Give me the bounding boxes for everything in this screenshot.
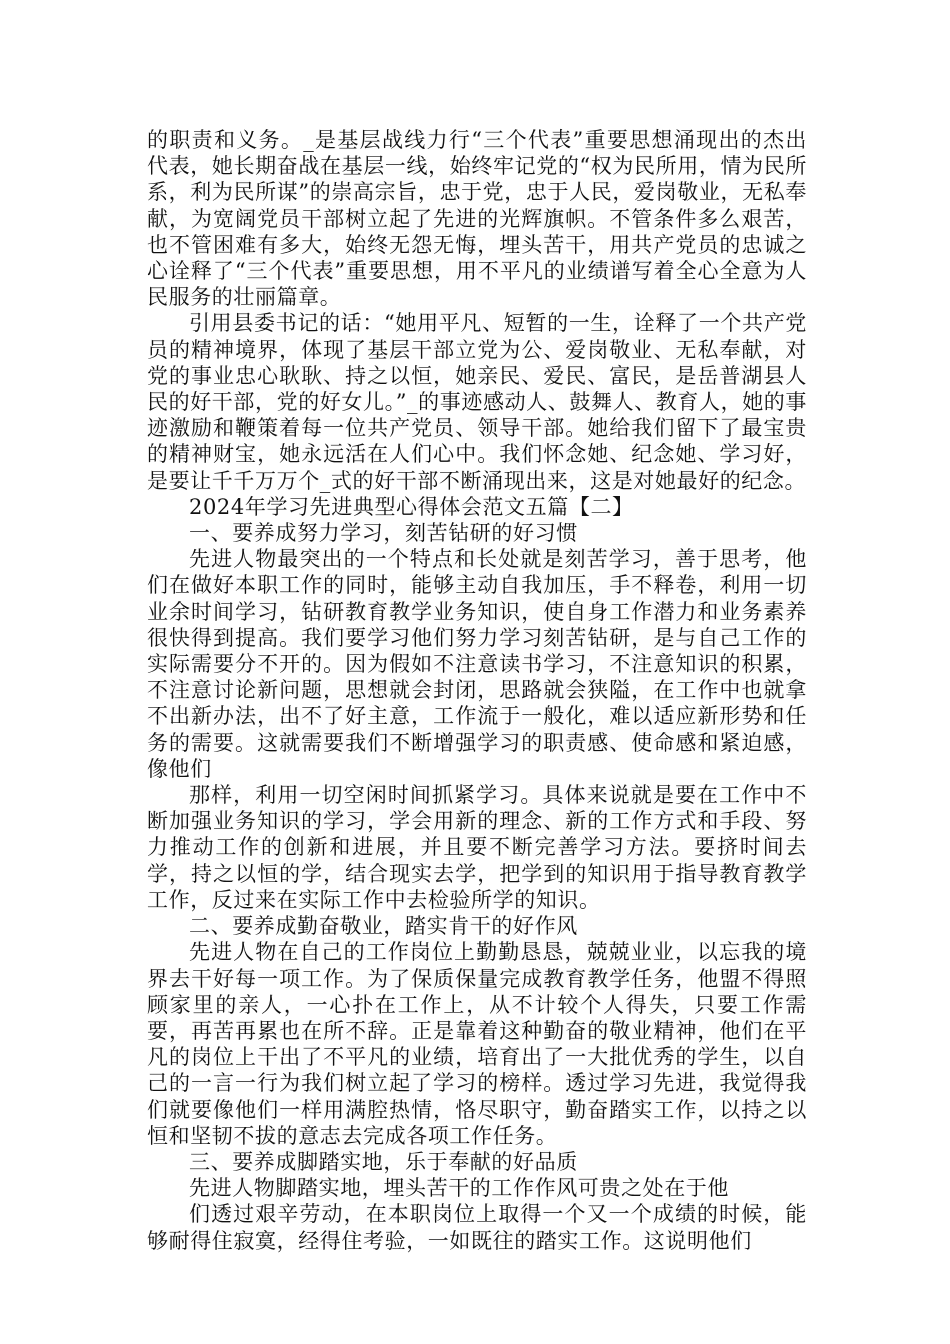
paragraph-dedication: 先进人物脚踏实地，埋头苦干的工作作风可贵之处在于他 bbox=[189, 1176, 729, 1201]
paragraph-quote: 引用县委书记的话：“她用平凡、短暂的一生，诠释了一个共产党员的精神境界，体现了基层干部立党为公、爱岗敬业、无私奉献，对党的事业忠心耿耿、持之以恒，她亲民、爱民、富民，是岳普湖县人民的好干部，党的好女儿。”_的事迹感动人、鼓舞人、教育人，她的事迹激励和鞭策着每一位共产党员、领导干部。她给我们留下了最宝贵的精神财宝，她永远活在人们心中。我们怀念她、纪念她、学习好，是要让千千万万个_式的好干部不断涌现出来，这是对她最好的纪念。 bbox=[147, 311, 807, 493]
heading-two: 二、要养成勤奋敬业，踏实肯干的好作风 bbox=[189, 914, 578, 939]
paragraph-study: 先进人物最突出的一个特点和长处就是刻苦学习，善于思考，他们在做好本职工作的同时，能够主动自我加压，手不释卷，利用一切业余时间学习，钻研教育教学业务知识，使自身工作潜力和业务素养很快得到提高。我们要学习他们努力学习刻苦钻研，是与自己工作的实际需要分不开的。因为假如不注意读书学习，不注意知识的积累，不注意讨论新问题，思想就会封闭，思路就会狭隘，在工作中也就拿不出新办法，出不了好主意，工作流于一般化，难以适应新形势和任务的需要。这就需要我们不断增强学习的职责感、使命感和紧迫感，像他们 bbox=[147, 547, 807, 781]
paragraph-dedication-continued: 们透过艰辛劳动，在本职岗位上取得一个又一个成绩的时候，能够耐得住寂寞，经得住考验，一如既往的踏实工作。这说明他们 bbox=[147, 1202, 807, 1253]
document-body bbox=[147, 127, 807, 1254]
paragraph-continuation: 的职责和义务。_是基层战线力行“三个代表”重要思想涌现出的杰出代表，她长期奋战在基层一线，始终牢记党的“权为民所用，情为民所系，利为民所谋”的崇高宗旨，忠于党，忠于人民，爱岗敬业，无私奉献，为宽阔党员干部树立起了先进的光辉旗帜。不管条件多么艰苦，也不管困难有多大，始终无怨无悔，埋头苦干，用共产党员的忠诚之心诠释了“三个代表”重要思想，用不平凡的业绩谱写着全心全意为人民服务的壮丽篇章。 bbox=[147, 128, 807, 310]
section-title: 2024年学习先进典型心得体会范文五篇【二】 bbox=[189, 494, 634, 519]
paragraph-diligence: 先进人物在自己的工作岗位上勤勤恳恳，兢兢业业，以忘我的境界去干好每一项工作。为了保质保量完成教育教学任务，他盟不得照顾家里的亲人，一心扑在工作上，从不计较个人得失，只要工作需要，再苦再累也在所不辞。正是靠着这种勤奋的敬业精神，他们在平凡的岗位上干出了不平凡的业绩，培育出了一大批优秀的学生，以自己的一言一行为我们树立起了学习的榜样。透过学习先进，我觉得我们就要像他们一样用满腔热情，恪尽职守，勤奋踏实工作，以持之以恒和坚韧不拔的意志去完成各项工作任务。 bbox=[147, 940, 807, 1148]
heading-one: 一、要养成努力学习，刻苦钻研的好习惯 bbox=[189, 521, 578, 546]
heading-three: 三、要养成脚踏实地，乐于奉献的好品质 bbox=[189, 1149, 578, 1174]
paragraph-study-continued: 那样，利用一切空闲时间抓紧学习。具体来说就是要在工作中不断加强业务知识的学习，学会用新的理念、新的工作方式和手段、努力推动工作的创新和进展，并且要不断完善学习方法。要挤时间去学，持之以恒的学，结合现实去学，把学到的知识用于指导教育教学工作，反过来在实际工作中去检验所学的知识。 bbox=[147, 783, 807, 912]
